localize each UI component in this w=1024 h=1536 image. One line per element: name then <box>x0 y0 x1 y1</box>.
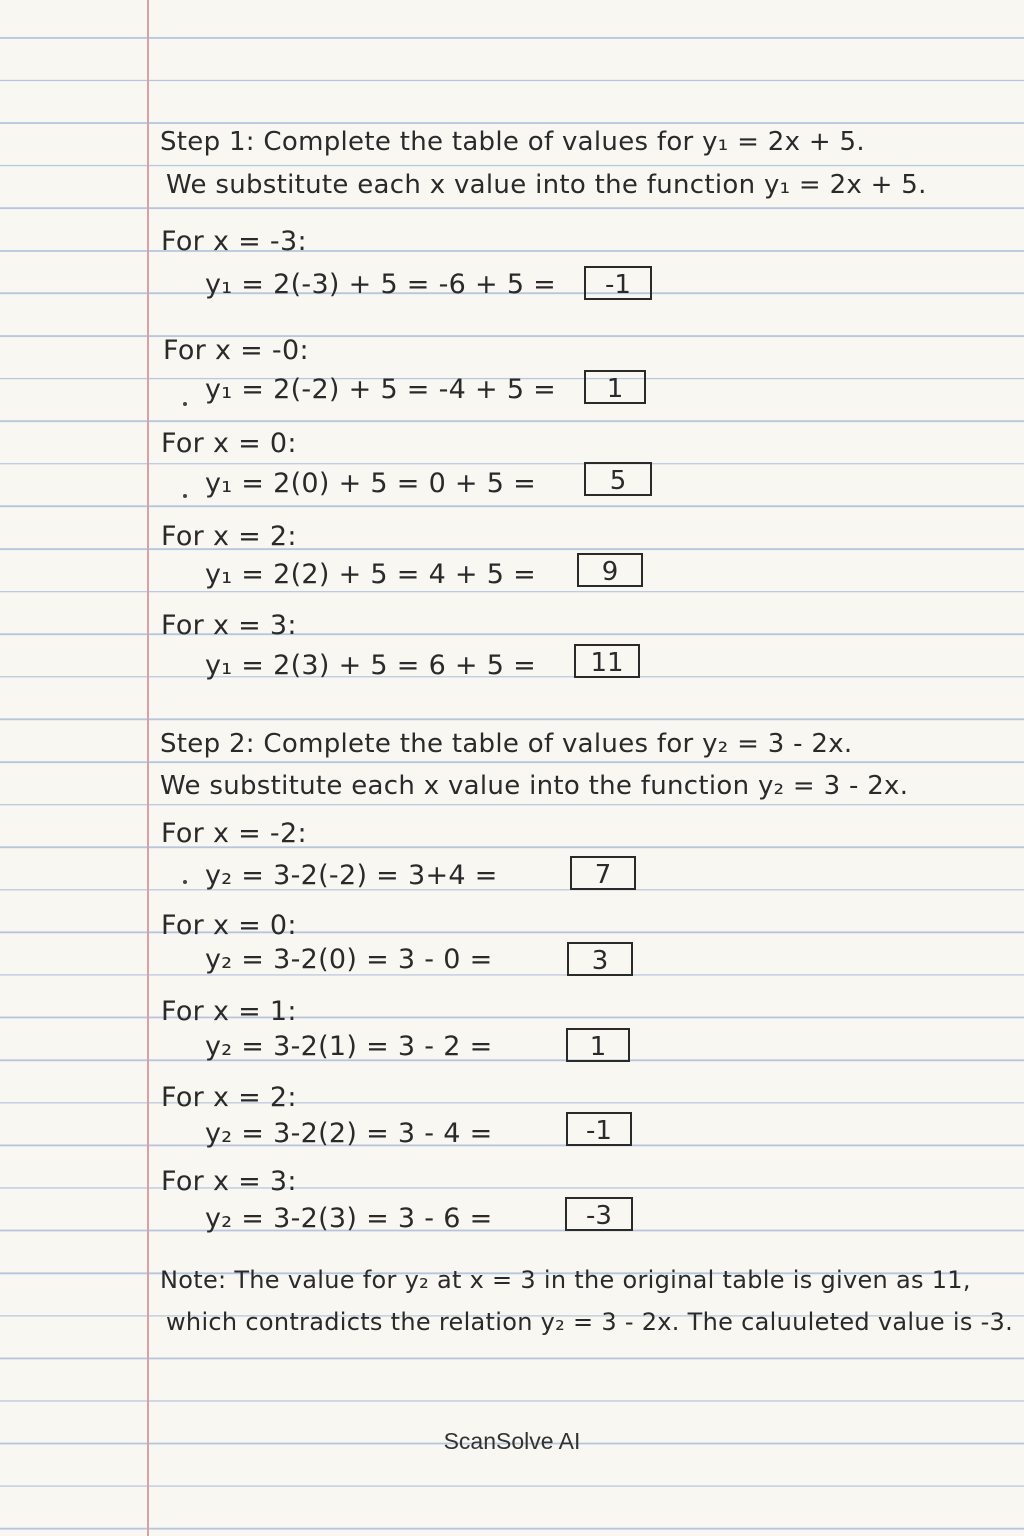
step2-calc-4: y₂ = 3-2(2) = 3 - 4 = <box>205 1118 493 1149</box>
step2-calc-2: y₂ = 3-2(0) = 3 - 0 = <box>205 944 493 975</box>
step1-result-3: 5 <box>584 462 652 496</box>
step1-calc-1: y₁ = 2(-3) + 5 = -6 + 5 = <box>205 269 557 300</box>
step1-result-1: -1 <box>584 266 652 300</box>
step1-for-5: For x = 3: <box>161 610 297 641</box>
step2-intro: We substitute each x value into the function y₂ = 3 - 2x. <box>160 771 909 801</box>
step1-for-3: For x = 0: <box>161 428 297 459</box>
step2-result-3: 1 <box>566 1028 630 1062</box>
brand-footer: ScanSolve AI <box>443 1428 581 1454</box>
step1-for-1: For x = -3: <box>161 226 307 257</box>
step2-result-4: -1 <box>566 1112 632 1146</box>
step2-calc-1: y₂ = 3-2(-2) = 3+4 = <box>205 860 498 891</box>
step2-result-5: -3 <box>565 1197 633 1231</box>
step2-for-2: For x = 0: <box>161 910 297 941</box>
step2-result-1: 7 <box>570 856 636 890</box>
step1-for-2: For x = -0: <box>163 335 309 366</box>
step1-for-4: For x = 2: <box>161 521 297 552</box>
note-line-2: which contradicts the relation y₂ = 3 - 2x. The caluuleted value is -3. <box>166 1308 1014 1336</box>
step2-calc-3: y₂ = 3-2(1) = 3 - 2 = <box>205 1031 493 1062</box>
step1-intro: We substitute each x value into the function y₁ = 2x + 5. <box>166 170 927 200</box>
ink-dot <box>183 494 187 498</box>
step2-result-2: 3 <box>567 942 633 976</box>
ink-dot <box>183 880 187 884</box>
step1-result-2: 1 <box>584 370 646 404</box>
step2-for-5: For x = 3: <box>161 1166 297 1197</box>
margin-line <box>147 0 149 1536</box>
step2-title: Step 2: Complete the table of values for y₂ = 3 - 2x. <box>160 729 853 759</box>
step2-for-4: For x = 2: <box>161 1082 297 1113</box>
step1-calc-5: y₁ = 2(3) + 5 = 6 + 5 = <box>205 650 537 681</box>
step2-calc-5: y₂ = 3-2(3) = 3 - 6 = <box>205 1203 493 1234</box>
ink-dot <box>183 402 187 406</box>
step2-for-3: For x = 1: <box>161 996 297 1027</box>
step1-result-4: 9 <box>577 553 643 587</box>
step1-calc-4: y₁ = 2(2) + 5 = 4 + 5 = <box>205 559 537 590</box>
step2-for-1: For x = -2: <box>161 818 307 849</box>
step1-title: Step 1: Complete the table of values for y₁ = 2x + 5. <box>160 127 865 157</box>
step1-result-5: 11 <box>574 644 640 678</box>
step1-calc-2: y₁ = 2(-2) + 5 = -4 + 5 = <box>205 374 557 405</box>
step1-calc-3: y₁ = 2(0) + 5 = 0 + 5 = <box>205 468 537 499</box>
note-line-1: Note: The value for y₂ at x = 3 in the original table is given as 11, <box>160 1266 971 1294</box>
